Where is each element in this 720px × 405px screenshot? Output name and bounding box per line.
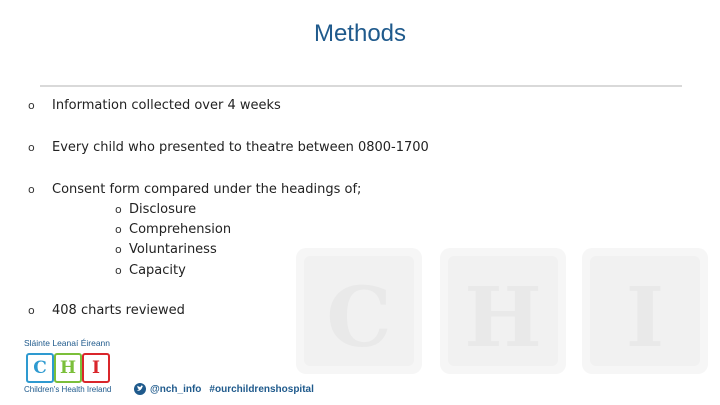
page-title: Methods: [313, 20, 407, 47]
bullet-icon: o: [28, 183, 35, 196]
logo-letter-h: H: [54, 353, 82, 383]
twitter-icon: [134, 383, 146, 395]
watermark-letter: I: [625, 270, 665, 366]
sub-list-item: [115, 263, 186, 278]
watermark-block-i: [582, 248, 708, 374]
social-footer: [134, 381, 314, 397]
bullet-icon: o: [115, 264, 122, 277]
bullet-text: Every child who presented to theatre between 0800-1700: [52, 140, 429, 155]
sub-list-item: [115, 242, 217, 257]
logo-top-text: Sláinte Leanaí Éireann: [24, 338, 111, 348]
list-item: [28, 140, 429, 155]
watermark-letter: H: [464, 270, 542, 366]
bullet-icon: o: [115, 243, 122, 256]
watermark-letter: C: [326, 270, 392, 366]
sub-bullet-text: Voluntariness: [129, 242, 217, 257]
sub-bullet-text: Disclosure: [129, 202, 197, 217]
sub-list-item: [115, 222, 231, 237]
sub-bullet-text: Capacity: [129, 263, 186, 278]
bullet-text: 408 charts reviewed: [52, 303, 185, 318]
bullet-icon: o: [28, 141, 35, 154]
logo-letter-i: I: [82, 353, 110, 383]
list-item: [28, 303, 185, 318]
watermark-block-c: [296, 248, 422, 374]
title-divider: [40, 85, 682, 87]
chi-logo: [24, 338, 124, 400]
list-item: [28, 182, 361, 197]
bullet-text: Information collected over 4 weeks: [52, 98, 281, 113]
sub-list-item: [115, 202, 196, 217]
sub-bullet-text: Comprehension: [129, 222, 232, 237]
logo-bottom-text: Children's Health Ireland: [24, 385, 112, 394]
watermark-block-h: [440, 248, 566, 374]
hashtag: #ourchildrenshospital: [209, 383, 314, 395]
bullet-icon: o: [28, 99, 35, 112]
bullet-icon: o: [115, 203, 122, 216]
bullet-text: Consent form compared under the headings of;: [52, 182, 362, 197]
bullet-icon: o: [28, 304, 35, 317]
list-item: [28, 98, 281, 113]
twitter-handle: @nch_info: [150, 383, 202, 395]
bullet-icon: o: [115, 223, 122, 236]
logo-letter-c: C: [26, 353, 54, 383]
